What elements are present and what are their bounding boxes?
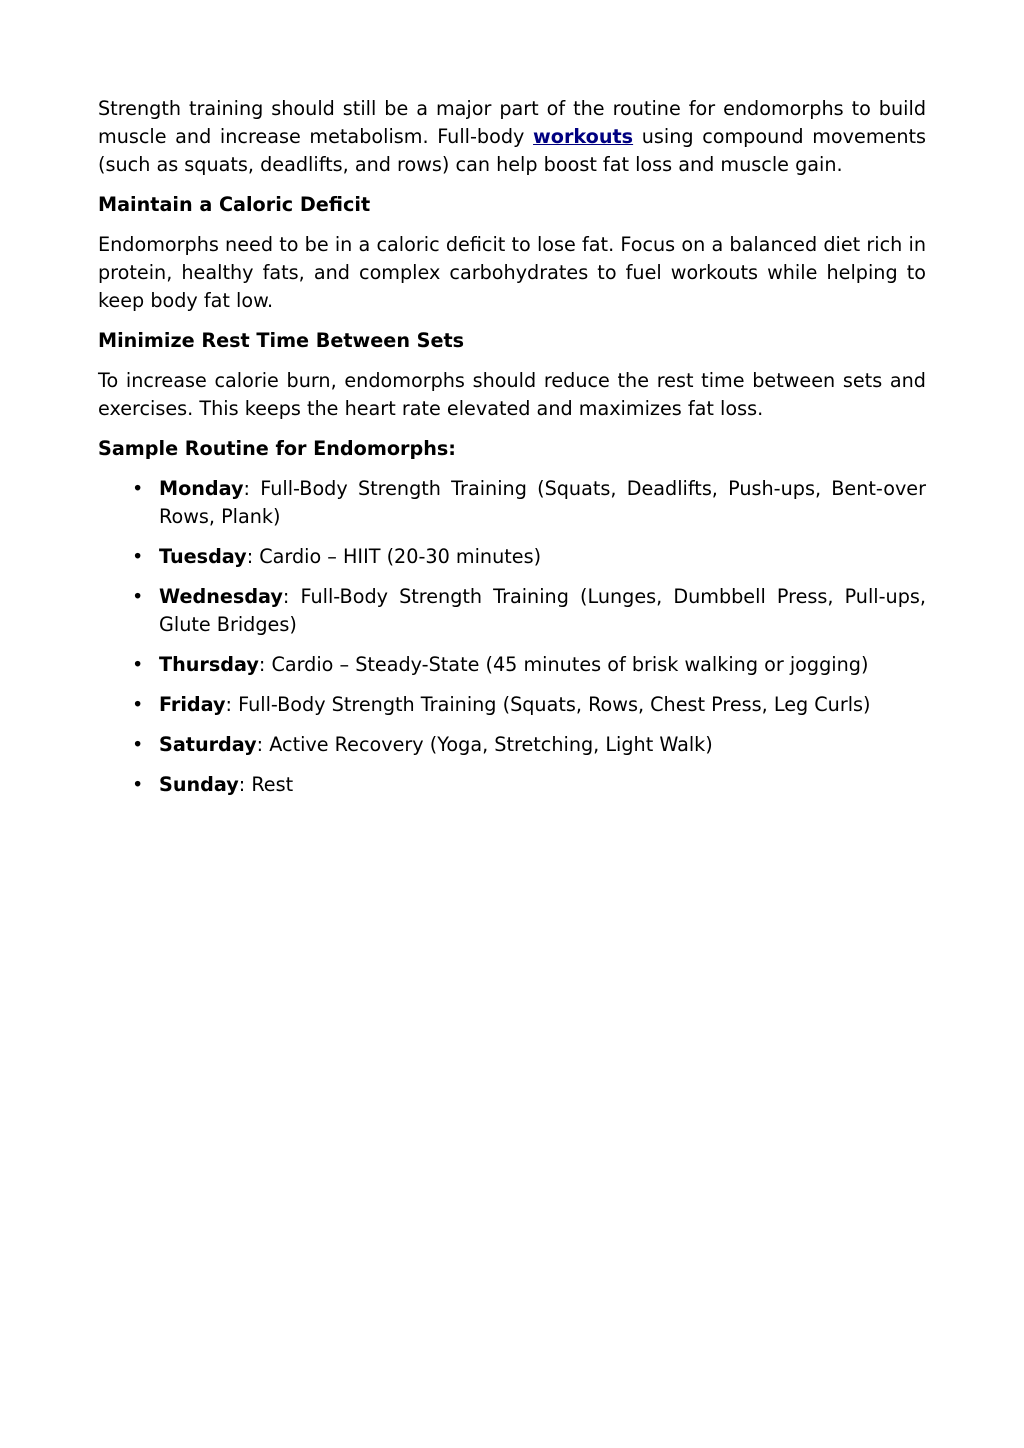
routine-day: Tuesday	[159, 545, 247, 568]
section-heading-rest-time: Minimize Rest Time Between Sets	[98, 329, 465, 352]
routine-item-friday	[132, 691, 926, 719]
section-body-caloric-deficit: Endomorphs need to be in a caloric deficit to lose fat. Focus on a balanced diet rich in protein, healthy fats, and complex carbohydrates to fuel workouts while helping to keep body fat low.	[98, 233, 926, 312]
section-heading-caloric-deficit: Maintain a Caloric Deficit	[98, 193, 371, 216]
bullet-icon: •	[132, 545, 144, 568]
routine-item-wednesday	[132, 583, 926, 639]
bullet-icon: •	[132, 653, 144, 676]
routine-day: Thursday	[159, 653, 259, 676]
bullet-icon: •	[132, 693, 144, 716]
routine-day: Friday	[159, 693, 226, 716]
workouts-link[interactable]: workouts	[533, 125, 634, 148]
document-page	[98, 95, 926, 811]
routine-list	[98, 475, 926, 799]
section-body-rest-time: To increase calorie burn, endomorphs should reduce the rest time between sets and exercises. This keeps the heart rate elevated and maximizes fat loss.	[98, 369, 926, 420]
intro-text-after-link: using compound movements (such as squats, deadlifts, and rows) can help boost fat loss and muscle gain.	[98, 125, 926, 176]
intro-paragraph	[98, 95, 926, 179]
intro-text-before-link: Strength training should still be a major part of the routine for endomorphs to build muscle and increase metabolism. Full-body	[98, 97, 926, 148]
routine-detail: : Cardio – HIIT (20-30 minutes)	[246, 545, 542, 568]
routine-detail: : Full-Body Strength Training (Squats, Deadlifts, Push-ups, Bent-over Rows, Plank)	[159, 477, 926, 528]
bullet-icon: •	[132, 477, 144, 500]
bullet-icon: •	[132, 733, 144, 756]
routine-detail: : Rest	[238, 773, 294, 796]
routine-item-sunday	[132, 771, 926, 799]
routine-detail: : Cardio – Steady-State (45 minutes of brisk walking or jogging)	[258, 653, 869, 676]
routine-item-saturday	[132, 731, 926, 759]
routine-item-tuesday	[132, 543, 926, 571]
routine-day: Saturday	[159, 733, 257, 756]
routine-day: Monday	[159, 477, 244, 500]
routine-day: Sunday	[159, 773, 239, 796]
routine-item-monday	[132, 475, 926, 531]
routine-detail: : Full-Body Strength Training (Squats, Rows, Chest Press, Leg Curls)	[225, 693, 871, 716]
bullet-icon: •	[132, 585, 144, 608]
bullet-icon: •	[132, 773, 144, 796]
routine-detail: : Active Recovery (Yoga, Stretching, Light Walk)	[256, 733, 713, 756]
routine-item-thursday	[132, 651, 926, 679]
routine-day: Wednesday	[159, 585, 283, 608]
routine-heading: Sample Routine for Endomorphs:	[98, 437, 456, 460]
routine-detail: : Full-Body Strength Training (Lunges, Dumbbell Press, Pull-ups, Glute Bridges)	[159, 585, 926, 636]
